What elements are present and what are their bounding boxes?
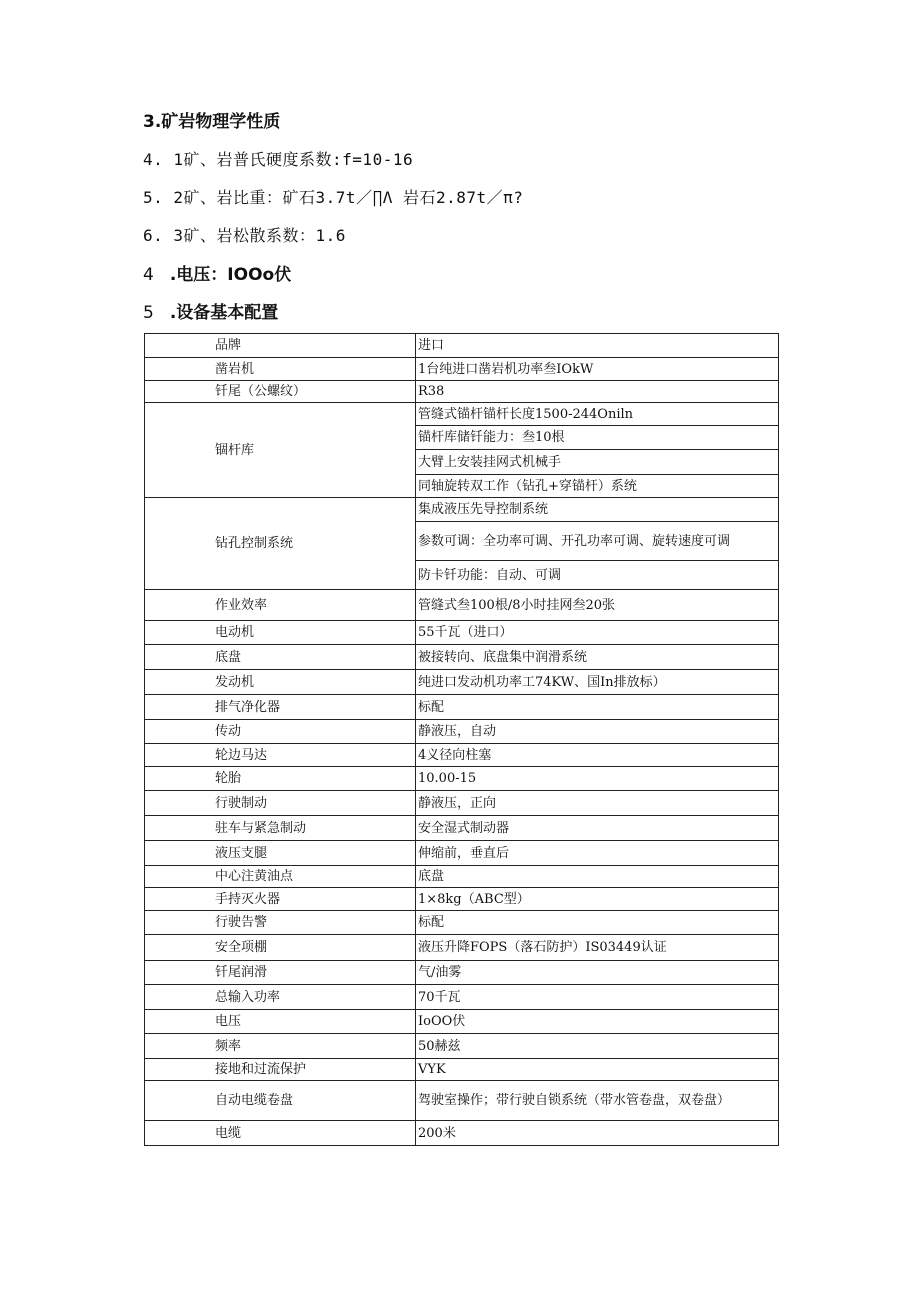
spec-row [145,985,779,1010]
voltage-line [143,260,291,285]
spec-value: 伸缩前，垂直后 [416,841,779,866]
spec-key: 中心注黄油点 [145,866,416,888]
spec-row [145,1121,779,1146]
spec-row [145,670,779,695]
spec-key: 轮边马达 [145,744,416,767]
spec-value: 液压升降FOPS（落石防护）IS03449认证 [416,935,779,961]
spec-key: 电缆 [145,1121,416,1146]
spec-key: 品牌 [145,334,416,358]
spec-key: 凿岩机 [145,358,416,381]
voltage-line-number: 4 [143,265,154,285]
spec-key: 行驶告警 [145,911,416,935]
spec-key: 轮胎 [145,767,416,791]
equipment-spec-table [144,333,779,1146]
spec-value: 参数可调：全功率可调、开孔功率可调、旋转速度可调 [416,522,779,561]
spec-key: 行驶制动 [145,791,416,816]
spec-key: 作业效率 [145,590,416,621]
spec-key: 锢杆库 [145,403,416,498]
spec-value: 被接转向、底盘集中润滑系统 [416,645,779,670]
spec-value: 50赫兹 [416,1034,779,1059]
spec-value: 锚杆库储钎能力：叁10根 [416,426,779,450]
spec-key: 手持灭火器 [145,888,416,911]
spec-row [145,888,779,911]
spec-key: 接地和过流保护 [145,1059,416,1081]
spec-row [145,841,779,866]
spec-value: 标配 [416,695,779,720]
spec-row [145,911,779,935]
spec-key: 总输入功率 [145,985,416,1010]
spec-value: 200米 [416,1121,779,1146]
spec-row [145,1059,779,1081]
spec-value: 纯进口发动机功率工74KW、国In排放标） [416,670,779,695]
voltage-line-text: .电压：IOOo伏 [169,265,292,285]
spec-row [145,403,779,426]
spec-row [145,381,779,403]
spec-value: IoOO伏 [416,1010,779,1034]
spec-value: 气/油雾 [416,961,779,985]
property-line-hardness: 4. 1矿、岩普氏硬度系数:f=10-16 [143,150,414,169]
property-line-density: 5. 2矿、岩比重：矿石3.7t／∏Λ 岩石2.87t／π? [143,188,524,207]
spec-value: 安全湿式制动器 [416,816,779,841]
spec-row [145,791,779,816]
spec-value: 1台纯进口凿岩机功率叁IOkW [416,358,779,381]
spec-row [145,695,779,720]
spec-key: 钻孔控制系统 [145,498,416,590]
spec-value: 同轴旋转双工作（钻孔+穿锚杆）系统 [416,475,779,498]
spec-row [145,1034,779,1059]
spec-key: 液压支腿 [145,841,416,866]
spec-key: 排气净化器 [145,695,416,720]
spec-value: 管缝式锚杆锚杆长度1500-244Oniln [416,403,779,426]
spec-value: 70千瓦 [416,985,779,1010]
spec-key: 钎尾（公螺纹） [145,381,416,403]
spec-key: 发动机 [145,670,416,695]
spec-row [145,744,779,767]
spec-row [145,621,779,645]
config-line [143,298,278,323]
spec-row [145,645,779,670]
spec-key: 底盘 [145,645,416,670]
config-line-text: .设备基本配置 [169,303,279,323]
spec-key: 传动 [145,720,416,744]
spec-value: 进口 [416,334,779,358]
spec-table-body [145,334,779,1146]
spec-value: 驾驶室操作；带行驶自锁系统（带水管卷盘，双卷盘） [416,1081,779,1121]
spec-value: 防卡钎功能：自动、可调 [416,561,779,590]
spec-row [145,590,779,621]
spec-value: 10.00-15 [416,767,779,791]
spec-row [145,935,779,961]
spec-key: 安全项棚 [145,935,416,961]
spec-row [145,816,779,841]
spec-value: 标配 [416,911,779,935]
spec-key: 频率 [145,1034,416,1059]
spec-row [145,1081,779,1121]
config-line-number: 5 [143,303,154,323]
section-title: 3.矿岩物理学性质 [143,112,281,132]
spec-row [145,961,779,985]
spec-value: 管缝式叁100根/8小时挂网叁20张 [416,590,779,621]
spec-value: 55千瓦（进口） [416,621,779,645]
spec-row [145,767,779,791]
spec-row [145,334,779,358]
spec-value: 大臂上安装挂网式机械手 [416,450,779,475]
property-line-looseness: 6. 3矿、岩松散系数：1.6 [143,226,346,245]
spec-value: 4义径向柱塞 [416,744,779,767]
spec-value: 1×8kg（ABC型） [416,888,779,911]
spec-value: 集成液压先导控制系统 [416,498,779,522]
spec-value: VYK [416,1059,779,1081]
spec-row [145,1010,779,1034]
spec-row [145,358,779,381]
spec-value: 静液压，自动 [416,720,779,744]
spec-value: 底盘 [416,866,779,888]
spec-value: 静液压，正向 [416,791,779,816]
spec-value: R38 [416,381,779,403]
spec-key: 自动电缆卷盘 [145,1081,416,1121]
spec-key: 驻车与紧急制动 [145,816,416,841]
spec-row [145,498,779,522]
spec-key: 电动机 [145,621,416,645]
spec-row [145,720,779,744]
spec-key: 钎尾润滑 [145,961,416,985]
spec-row [145,866,779,888]
spec-key: 电压 [145,1010,416,1034]
